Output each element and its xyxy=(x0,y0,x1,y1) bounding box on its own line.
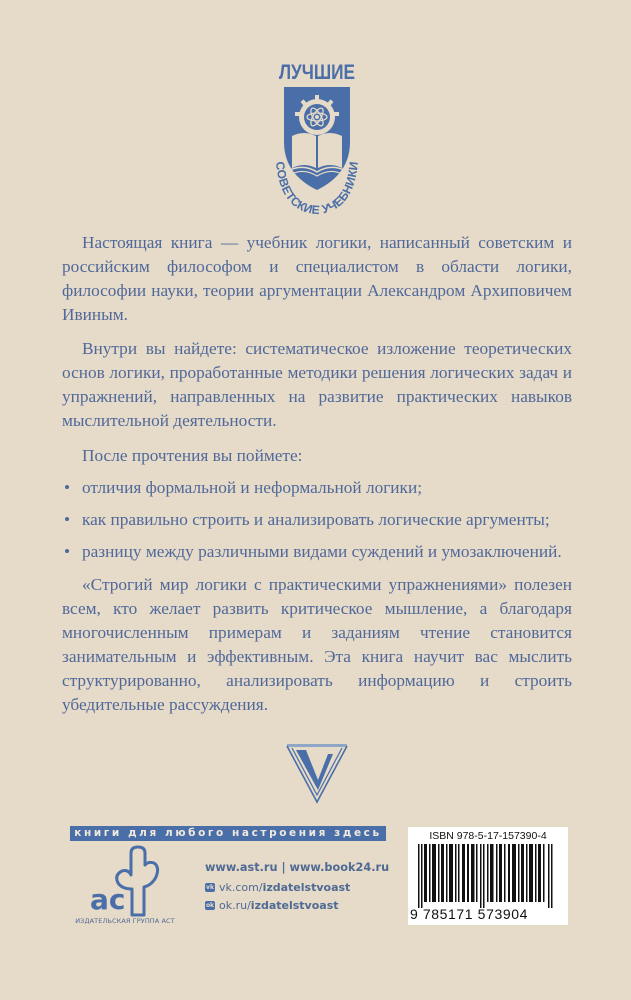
book-gear-atom-shield-icon xyxy=(262,62,372,222)
publisher-links xyxy=(205,860,389,912)
best-soviet-textbooks-emblem xyxy=(262,62,372,222)
ast-logo-icon xyxy=(88,845,168,917)
ok-icon: ok xyxy=(205,902,215,909)
bullet-icon: • xyxy=(64,510,71,529)
emblem-arc-text: СОВЕТСКИЕ УЧЕБНИКИ xyxy=(272,160,362,218)
publisher-tagline: книги для любого настроения здесь xyxy=(70,826,386,841)
vk-link[interactable]: vk vk.com/ izdatelstvoast xyxy=(206,881,351,894)
ok-link[interactable]: ok ok.ru/ izdatelstvoast xyxy=(205,899,339,912)
description-paragraph-2: Внутри вы найдете: систематическое изложение теоретических основ логики, проработанные методики решения логических задач и упражнений, направленных на развитие практических навыков мыслительной деятельности. xyxy=(62,339,572,430)
publisher-caption: ИЗДАТЕЛЬСКАЯ ГРУППА АСТ xyxy=(75,917,175,925)
vk-icon: vk xyxy=(206,884,214,891)
description-paragraph-1: Настоящая книга — учебник логики, написанный советским и российским философом и специалистом в области логики, философии науки, теории аргументации Александром Архиповичем Ивиным. xyxy=(62,233,572,324)
description-list-section xyxy=(62,444,572,564)
isbn-barcode xyxy=(408,827,568,925)
description-paragraph-4: «Строгий мир логики с практическими упражнениями» полезен всем, кто желает развить критическое мышление, а благодаря многочисленным примерам и заданиям чтение становится занимательным и эффективным. Эта книга научит вас мыслить структурированно, анализировать информацию и строить убедительные рассуждения. xyxy=(62,575,572,714)
list-item: • разницу между различными видами суждений и умозаключений. xyxy=(62,540,572,564)
bullet-icon: • xyxy=(64,478,71,497)
benefits-list xyxy=(62,476,572,564)
ast-logo-text: ас xyxy=(90,883,126,916)
v-triangle-icon xyxy=(284,742,350,804)
list-item: • отличия формальной и неформальной логики; xyxy=(62,476,572,500)
isbn-digits: 9 785171 573904 xyxy=(410,906,528,922)
isbn-label: ISBN 978-5-17-157390-4 xyxy=(429,830,547,842)
bullet-icon: • xyxy=(64,542,71,561)
websites-link[interactable]: www.ast.ru | www.book24.ru xyxy=(205,861,390,874)
list-intro: После прочтения вы поймете: xyxy=(82,446,303,465)
emblem-top-text: ЛУЧШИЕ xyxy=(278,61,356,84)
barcode-icon xyxy=(418,844,554,908)
list-item: • как правильно строить и анализировать логические аргументы; xyxy=(62,508,572,532)
